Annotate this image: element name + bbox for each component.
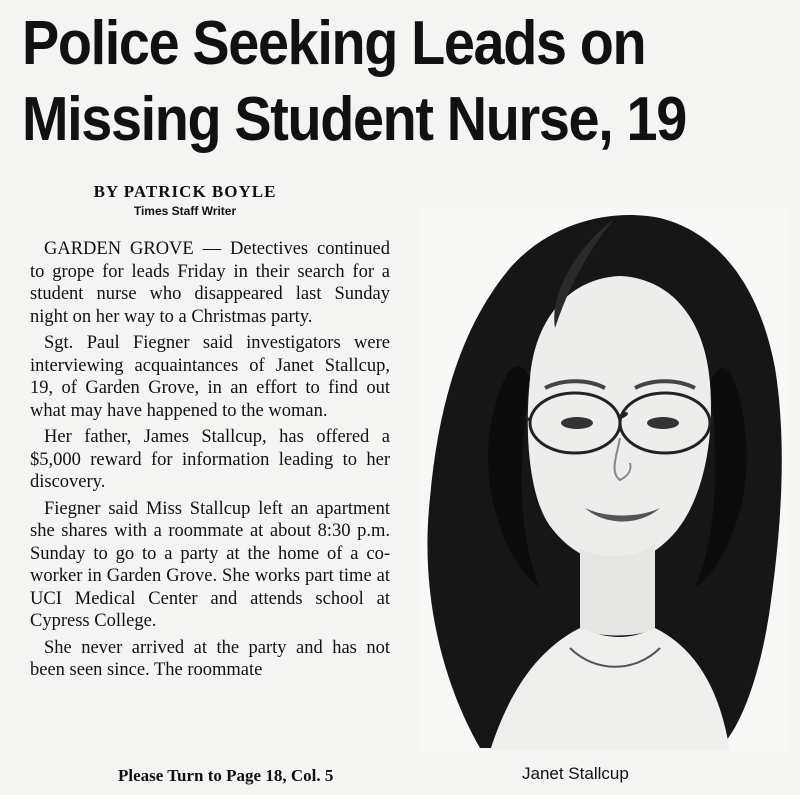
headline-line-1: Police Seeking Leads on <box>22 9 646 78</box>
portrait-photo <box>420 208 788 751</box>
article-body <box>30 238 390 686</box>
headline-line-2: Missing Student Nurse, 19 <box>22 85 686 154</box>
article-paragraph: She never arrived at the party and has not been seen since. The roommate <box>30 637 390 680</box>
headline <box>22 6 706 158</box>
article-paragraph: GARDEN GROVE — Detectives continued to grope for leads Friday in their search for a student nurse who disappeared last Sunday night on her way to a Christmas party. <box>30 239 390 327</box>
continuation-note: Please Turn to Page 18, Col. 5 <box>118 766 334 785</box>
byline <box>20 182 390 218</box>
byline-role: Times Staff Writer <box>133 204 237 218</box>
portrait-illustration <box>420 208 788 751</box>
article-paragraph: Her father, James Stallcup, has offered a $5,000 reward for information leading to her discovery. <box>30 427 390 492</box>
article-paragraph: Sgt. Paul Fiegner said investigators were interviewing acquaintances of Janet Stallcup, 19, of Garden Grove, in an effort to find out what may have happened to the woman. <box>30 333 390 421</box>
byline-author: BY PATRICK BOYLE <box>93 182 277 201</box>
photo-caption: Janet Stallcup <box>522 764 629 783</box>
article-paragraph: Fiegner said Miss Stallcup left an apartment she shares with a roommate at about 8:30 p.m. Sunday to go to a party at the home of a co-worker in Garden Grove. She works part time at UCI Medical Center and attends school at Cypress College. <box>30 498 390 631</box>
